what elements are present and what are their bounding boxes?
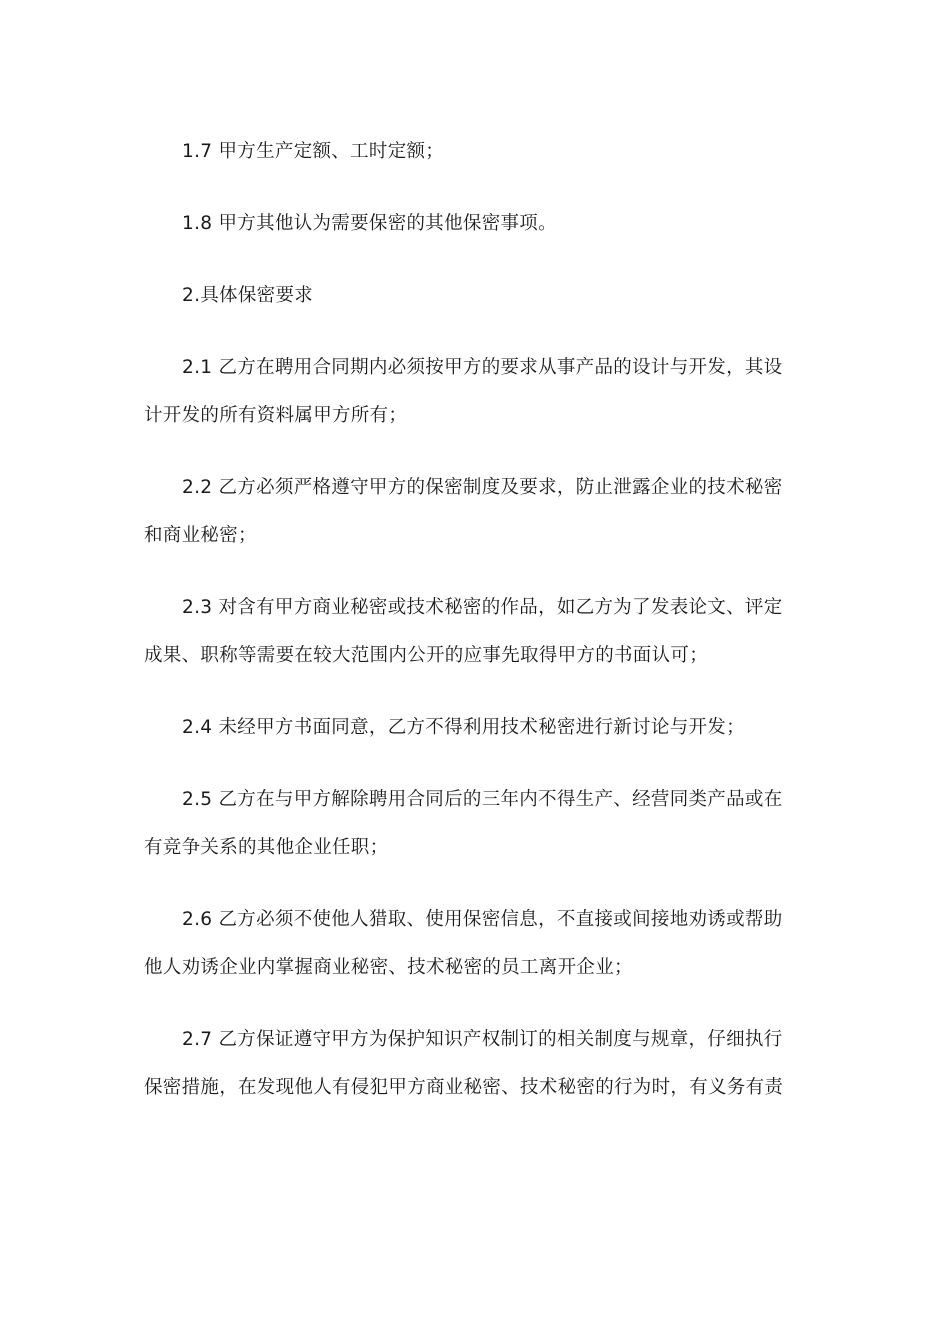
clause-2-7: 2.7 乙方保证遵守甲方为保护知识产权制订的相关制度与规章，仔细执行保密措施，在发现他人有侵犯甲方商业秘密、技术秘密的行为时，有义务有责 xyxy=(144,1029,784,1098)
clause-1-8: 1.8 甲方其他认为需要保密的其他保密事项。 xyxy=(182,213,557,234)
document-body xyxy=(144,128,796,1136)
clause-2-5: 2.5 乙方在与甲方解除聘用合同后的三年内不得生产、经营同类产品或在有竞争关系的其他企业任职； xyxy=(144,789,783,858)
section-heading-2: 2.具体保密要求 xyxy=(182,285,314,306)
clause-2-3: 2.3 对含有甲方商业秘密或技术秘密的作品，如乙方为了发表论文、评定成果、职称等需要在较大范围内公开的应事先取得甲方的书面认可； xyxy=(144,597,783,666)
clause-1-7: 1.7 甲方生产定额、工时定额； xyxy=(182,141,445,162)
clause-2-2: 2.2 乙方必须严格遵守甲方的保密制度及要求，防止泄露企业的技术秘密和商业秘密； xyxy=(144,477,783,546)
clause-2-1: 2.1 乙方在聘用合同期内必须按甲方的要求从事产品的设计与开发，其设计开发的所有资料属甲方所有； xyxy=(144,357,783,426)
clause-2-4: 2.4 未经甲方书面同意，乙方不得利用技术秘密进行新讨论与开发； xyxy=(182,717,745,738)
clause-2-6: 2.6 乙方必须不使他人猎取、使用保密信息，不直接或间接地劝诱或帮助他人劝诱企业内掌握商业秘密、技术秘密的员工离开企业； xyxy=(144,909,783,978)
